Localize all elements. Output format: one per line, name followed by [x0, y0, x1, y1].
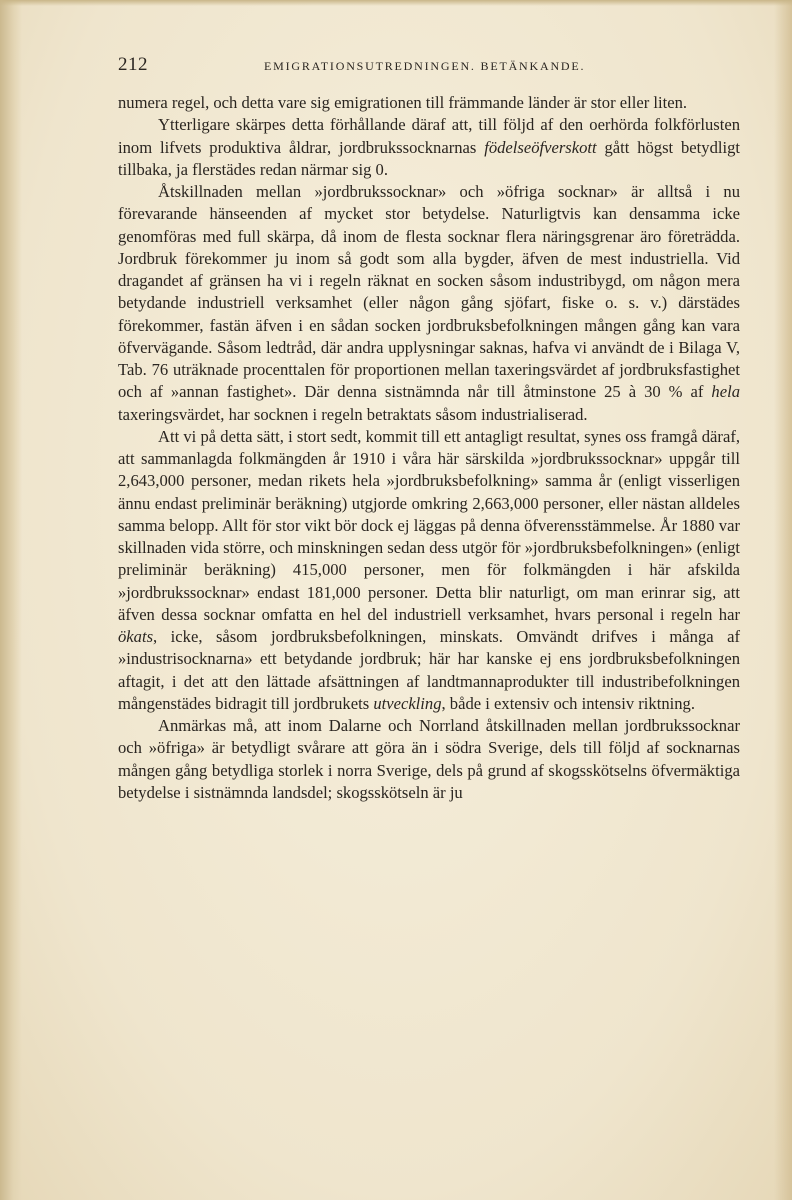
page-gutter-shadow — [0, 0, 22, 1200]
paragraph-text: numera regel, och detta vare sig emigrationen till främmande länder är stor eller liten. — [118, 93, 688, 112]
emphasized-text: utveckling — [373, 693, 442, 713]
emphasized-text: hela — [711, 382, 740, 402]
page-top-edge — [0, 0, 792, 6]
page-number: 212 — [118, 54, 148, 75]
paragraph — [118, 715, 740, 804]
paragraph-text: Åtskillnaden mellan »jordbrukssocknar» och »öfriga socknar» är alltså i nu förevarande hänseenden af mycket stor betydelse. Naturligtvis kan densamma icke genomföras med full skärpa, då inom de flesta socknar flera näringsgrenar äro företrädda. Jordbruk förekommer ju inom så godt som alla bygder, äfven de mest industriella. Vid dragandet af gränsen ha vi i regeln räknat en socken såsom industribygd, om någon mera betydande industriell verksamhet (eller någon gång sjöfart, fiske o. s. v.) därstädes förekommer, fastän äfven i en sådan socken jordbruksbefolkningen mången gång kan vara öfvervägande. Såsom ledtråd, där andra upplysningar saknas, hafva vi användt de i Bilaga V, Tab. 76 uträknade procenttalen för proportionen mellan taxeringsvärdet af jordbruksfastighet och af »annan fastighet». Där denna sistnämnda når till åtminstone 25 à 30 % af — [118, 182, 740, 402]
paragraph — [118, 92, 740, 114]
body-text — [118, 92, 740, 804]
paragraph — [118, 426, 740, 715]
paragraph-text: , icke, såsom jordbruksbefolkningen, minskats. Omvändt drifves i många af »industrisocknarna» ett betydande jordbruk; här har kanske ej ens jordbruksbefolkningen aftagit, i det att den lättade afsättningen af landtmannaprodukter till industribefolkningen mångenstädes bidragit till jordbrukets — [118, 627, 740, 713]
page-edge-shadow — [774, 0, 792, 1200]
paragraph-text: taxeringsvärdet, har socknen i regeln betraktats såsom industrialiserad. — [118, 404, 588, 424]
running-head: EMIGRATIONSUTREDNINGEN. BETÄNKANDE. — [264, 59, 586, 73]
paragraph-text: gått högst betydligt tillbaka, ja flerstädes redan närmar sig 0. — [118, 137, 741, 179]
paragraph-text: Ytterligare skärpes detta förhållande däraf att, till följd af den oerhörda folkförlusten inom lifvets produktiva åldrar, jordbrukssocknarnas — [118, 115, 740, 157]
paragraph-text: , både i extensiv och intensiv riktning. — [441, 693, 695, 713]
paragraph-text: Anmärkas må, att inom Dalarne och Norrland åtskillnaden mellan jordbrukssocknar och »öfriga» är betydligt svårare att göra än i södra Sverige, dels till följd af socknarnas mången gång betydliga storlek i norra Sverige, dels på grund af skogsskötselns öfvermäktiga betydelse i sistnämnda landsdel; skogsskötseln är ju — [118, 716, 740, 802]
emphasized-text: födelseöfverskott — [484, 137, 597, 157]
paragraph — [118, 181, 740, 426]
paragraph — [118, 114, 740, 181]
emphasized-text: ökats — [118, 627, 154, 646]
paragraph-text: Att vi på detta sätt, i stort sedt, kommit till ett antagligt resultat, synes oss framgå däraf, att sammanlagda folkmängden år 1910 i våra här särskilda »jordbrukssocknar» uppgår till 2,643,000 personer, medan rikets hela »jordbruksbefolkning» samma år (enligt visserligen ännu endast preliminär beräkning) utgjorde omkring 2,663,000 personer, eller nästan alldeles samma belopp. Allt för stor vikt bör dock ej läggas på denna öfverensstämmelse. År 1880 var skillnaden vida större, och minskningen sedan dess utgör för »jordbruksbefolkningen» (enligt preliminär beräkning) 415,000 personer, men för folkmängden i här afskilda »jordbrukssocknar» endast 181,000 personer. Detta blir naturligt, om man erinrar sig, att äfven dessa socknar omfatta en hel del industriell verksamhet, hvars personal i regeln har — [118, 426, 740, 624]
page-header — [118, 54, 740, 78]
